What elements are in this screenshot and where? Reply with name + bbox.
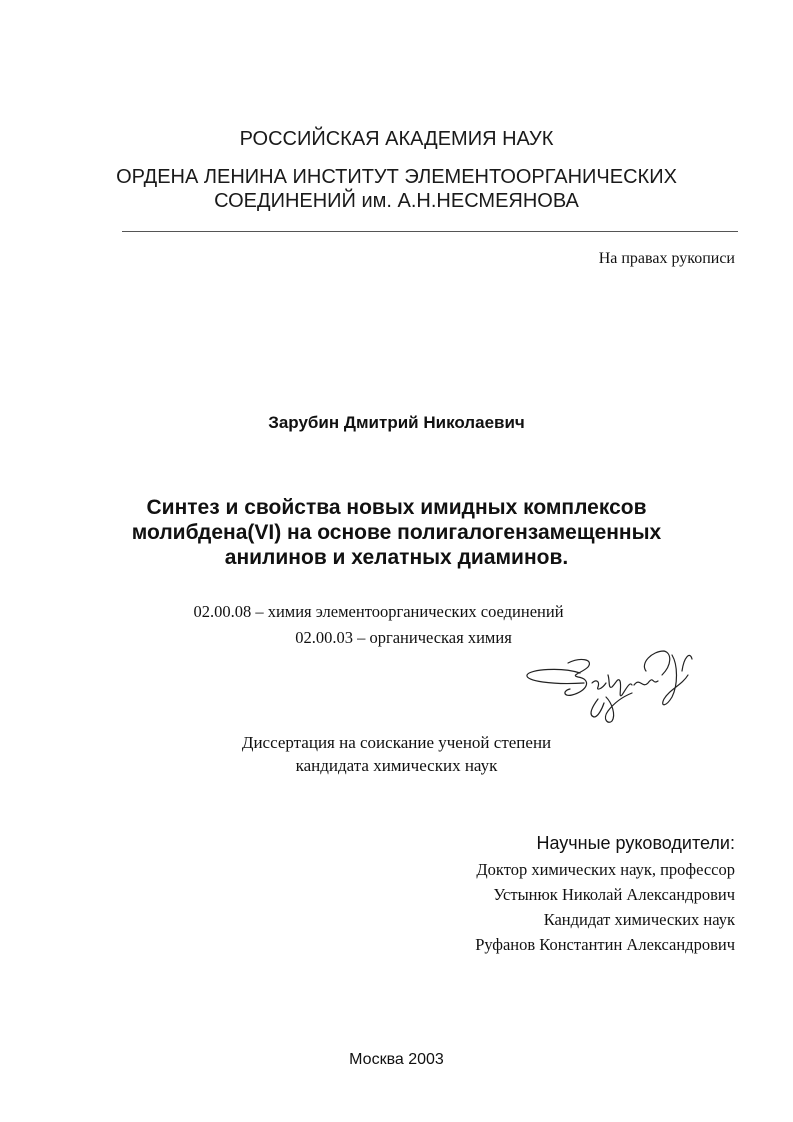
header-divider [122,231,738,232]
title-line-2: молибдена(VI) на основе полигалогензамещенных [131,521,662,544]
dissertation-title [0,495,793,570]
supervisor-1-name: Устынюк Николай Александрович [493,885,735,904]
author-name: Зарубин Дмитрий Николаевич [268,413,525,432]
city-year: Москва 2003 [349,1051,444,1068]
institute-name-line-1: ОРДЕНА ЛЕНИНА ИНСТИТУТ ЭЛЕМЕНТООРГАНИЧЕСКИХ [116,166,677,188]
supervisor-2-name: Руфанов Константин Александрович [475,935,735,954]
specialty-2: 02.00.03 – органическая химия [295,628,512,647]
degree-line-1: Диссертация на соискание ученой степени [241,733,552,752]
degree-line-2: кандидата химических наук [295,756,498,775]
supervisors-block [475,831,735,957]
supervisor-2-title: Кандидат химических наук [543,910,735,929]
specialty-1: 02.00.08 – химия элементоорганических соединений [193,602,564,621]
signature-icon [522,645,697,725]
supervisor-1-title: Доктор химических наук, профессор [476,860,735,879]
institute-name-line-2: СОЕДИНЕНИЙ им. А.Н.НЕСМЕЯНОВА [214,190,579,212]
academy-name: РОССИЙСКАЯ АКАДЕМИЯ НАУК [239,128,554,150]
specialty-codes [0,599,793,651]
supervisors-heading: Научные руководители: [536,833,735,853]
title-line-1: Синтез и свойства новых имидных комплексов [146,496,647,519]
title-line-3: анилинов и хелатных диаминов. [224,546,569,569]
degree-statement [0,731,793,777]
rights-note: На правах рукописи [598,250,735,267]
